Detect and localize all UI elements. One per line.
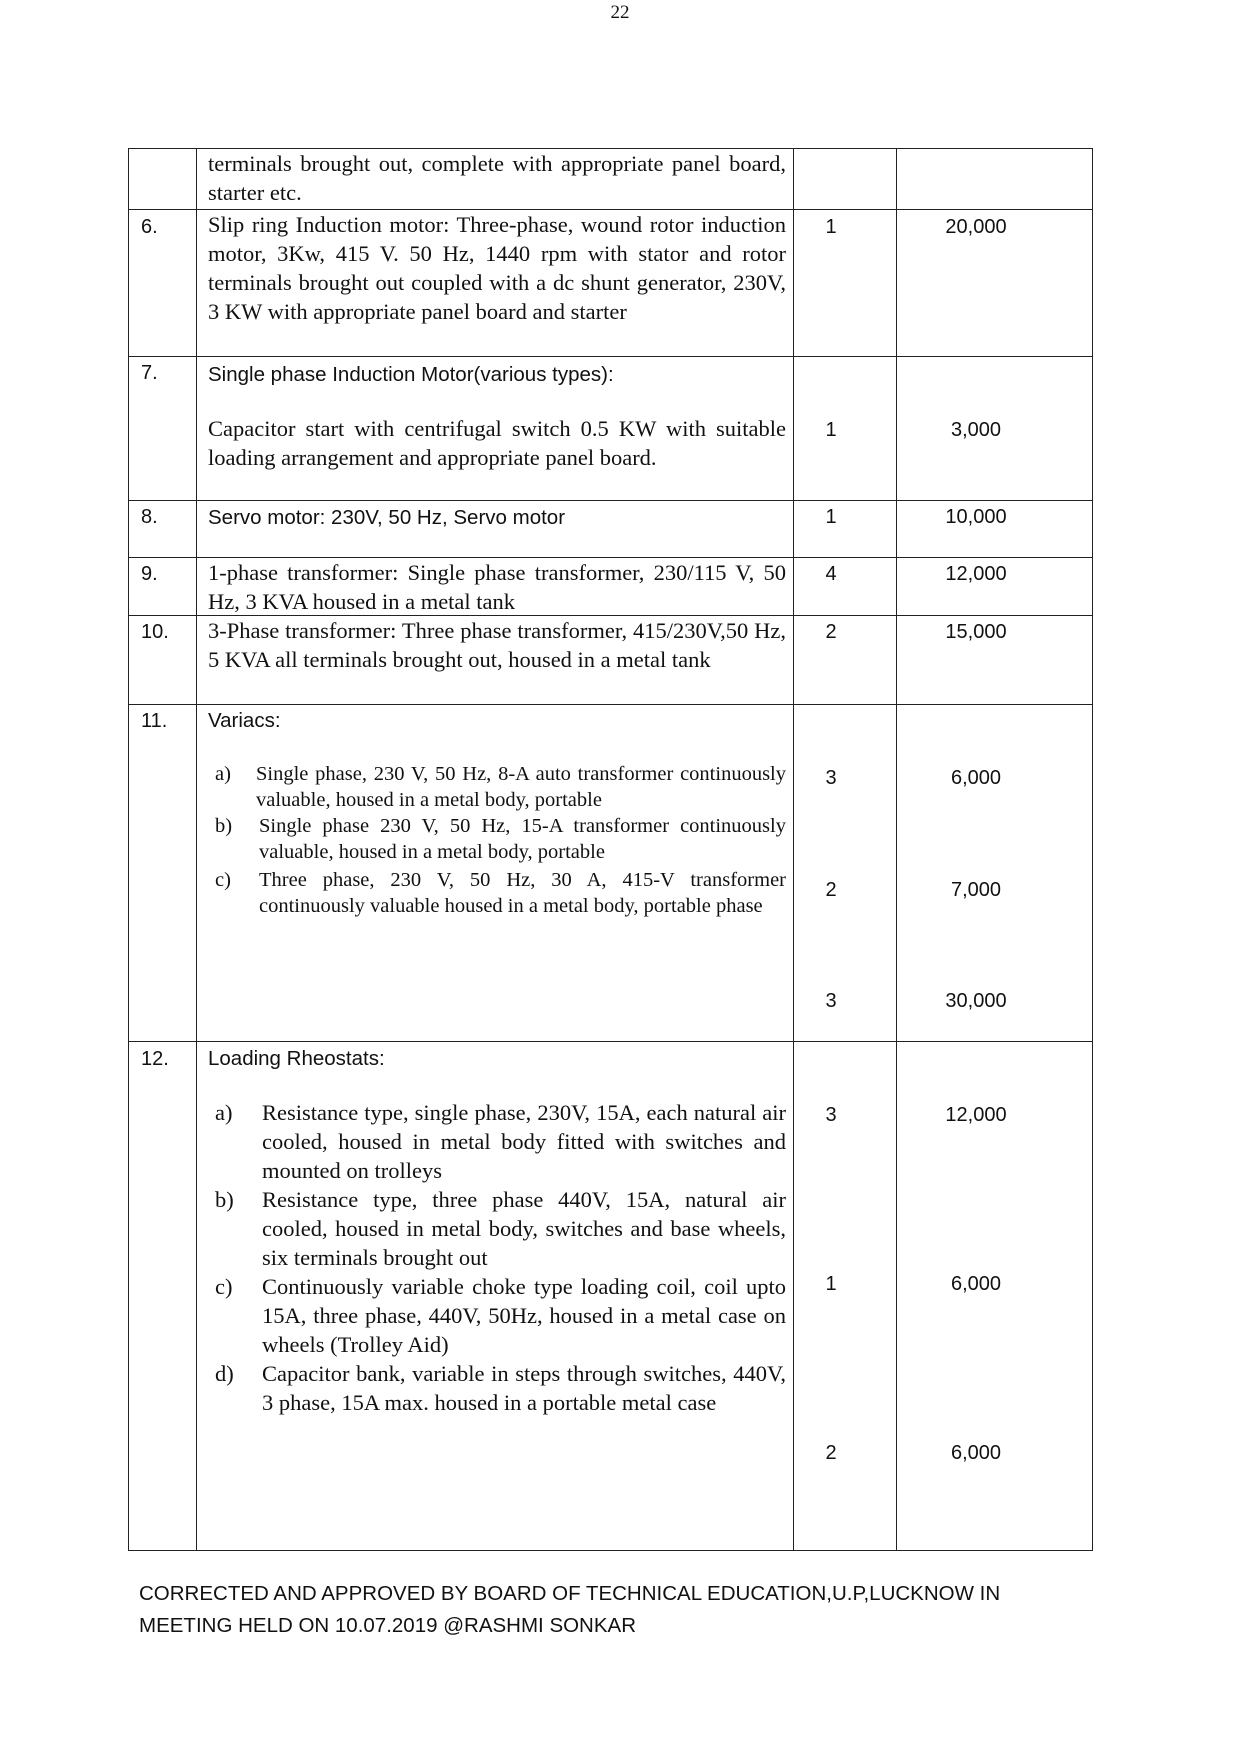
list-item (208, 1185, 786, 1272)
table-row (129, 356, 1092, 500)
table-row (129, 615, 1092, 704)
list-item-letter: b) (215, 815, 233, 837)
table-row (129, 1041, 1092, 1550)
list-item (208, 761, 786, 813)
item-number: 7. (141, 362, 158, 384)
item-description: 1-phase transformer: Single phase transformer, 230/115 V, 50 Hz, 3 KVA housed in a metal tank (208, 560, 786, 614)
item-description: Capacitor start with centrifugal switch 0.5 KW with suitable loading arrangement and appropriate panel board. (208, 416, 786, 470)
equipment-table (128, 148, 1093, 1551)
item-heading: Single phase Induction Motor(various types): (208, 363, 614, 386)
item-quantity: 1 (825, 506, 837, 528)
list-item-letter: a) (215, 1100, 233, 1125)
item-description: Servo motor: 230V, 50 Hz, Servo motor (208, 506, 566, 529)
item-cost: 6,000 (950, 767, 1002, 789)
item-heading: Loading Rheostats: (208, 1047, 385, 1070)
list-item-letter: b) (215, 1187, 234, 1212)
item-cost: 30,000 (945, 990, 1007, 1012)
page-number: 22 (610, 2, 630, 23)
approval-footer (139, 1578, 1099, 1641)
item-description: 3-Phase transformer: Three phase transformer, 415/230V,50 Hz, 5 KVA all terminals brought out, housed in a metal tank (208, 618, 786, 672)
list-item-text: Resistance type, single phase, 230V, 15A, each natural air cooled, housed in metal body fitted with switches and mounted on trolleys (262, 1100, 786, 1183)
item-number: 11. (141, 710, 168, 732)
item-quantity: 3 (825, 990, 837, 1012)
list-item-letter: a) (215, 763, 231, 785)
list-item-text: Single phase, 230 V, 50 Hz, 8-A auto transformer continuously valuable, housed in a metal body, portable (256, 763, 786, 811)
footer-line: CORRECTED AND APPROVED BY BOARD OF TECHNICAL EDUCATION,U.P,LUCKNOW IN (139, 1582, 1001, 1605)
list-item-text: Three phase, 230 V, 50 Hz, 30 A, 415-V transformer continuously valuable housed in a metal body, portable phase (259, 869, 786, 917)
footer-line: MEETING HELD ON 10.07.2019 @RASHMI SONKAR (139, 1613, 637, 1637)
item-number: 8. (141, 506, 158, 528)
item-cost: 15,000 (945, 621, 1007, 643)
item-cost: 6,000 (950, 1273, 1002, 1295)
table-row (129, 704, 1092, 1041)
item-quantity: 3 (825, 1104, 837, 1126)
item-quantity: 2 (825, 621, 837, 643)
item-number: 9. (141, 563, 158, 585)
list-item-text: Continuously variable choke type loading coil, coil upto 15A, three phase, 440V, 50Hz, housed in a metal case on wheels (Trolley Aid) (262, 1274, 786, 1357)
list-item-text: Resistance type, three phase 440V, 15A, natural air cooled, housed in metal body, switches and base wheels, six terminals brought out (262, 1187, 786, 1270)
item-quantity: 1 (825, 419, 837, 441)
item-quantity: 3 (825, 767, 837, 789)
list-item-letter: c) (215, 869, 231, 891)
list-item (208, 1359, 786, 1446)
item-cost: 10,000 (945, 506, 1007, 528)
item-cost: 7,000 (950, 879, 1002, 901)
table-row (129, 149, 1092, 209)
item-cost: 3,000 (950, 419, 1002, 441)
list-item (208, 813, 786, 865)
item-cost: 12,000 (945, 563, 1007, 585)
list-item (208, 867, 786, 945)
item-cost: 20,000 (945, 216, 1007, 238)
item-quantity: 4 (825, 563, 837, 585)
item-quantity: 2 (825, 879, 837, 901)
table-row (129, 557, 1092, 615)
table-row (129, 500, 1092, 557)
item-cost: 6,000 (950, 1442, 1002, 1464)
item-heading: Variacs: (208, 709, 281, 732)
list-item-text: Capacitor bank, variable in steps through switches, 440V, 3 phase, 15A max. housed in a portable metal case (262, 1361, 786, 1415)
table-row (129, 209, 1092, 356)
item-description: Slip ring Induction motor: Three-phase, wound rotor induction motor, 3Kw, 415 V. 50 Hz, 1440 rpm with stator and rotor terminals brought out coupled with a dc shunt generator, 230V, 3 KW with appropriate panel board and starter (208, 212, 786, 324)
item-quantity: 2 (825, 1442, 837, 1464)
list-item-letter: c) (215, 1274, 233, 1299)
list-item (208, 1272, 786, 1359)
item-description: terminals brought out, complete with appropriate panel board, starter etc. (208, 151, 786, 205)
item-quantity: 1 (825, 216, 837, 238)
list-item-text: Single phase 230 V, 50 Hz, 15-A transformer continuously valuable, housed in a metal body, portable (259, 815, 786, 863)
list-item-letter: d) (215, 1361, 234, 1386)
item-number: 12. (141, 1048, 169, 1070)
item-quantity: 1 (825, 1273, 837, 1295)
item-cost: 12,000 (945, 1104, 1007, 1126)
item-number: 10. (141, 621, 169, 643)
item-number: 6. (141, 216, 158, 238)
list-item (208, 1098, 786, 1185)
